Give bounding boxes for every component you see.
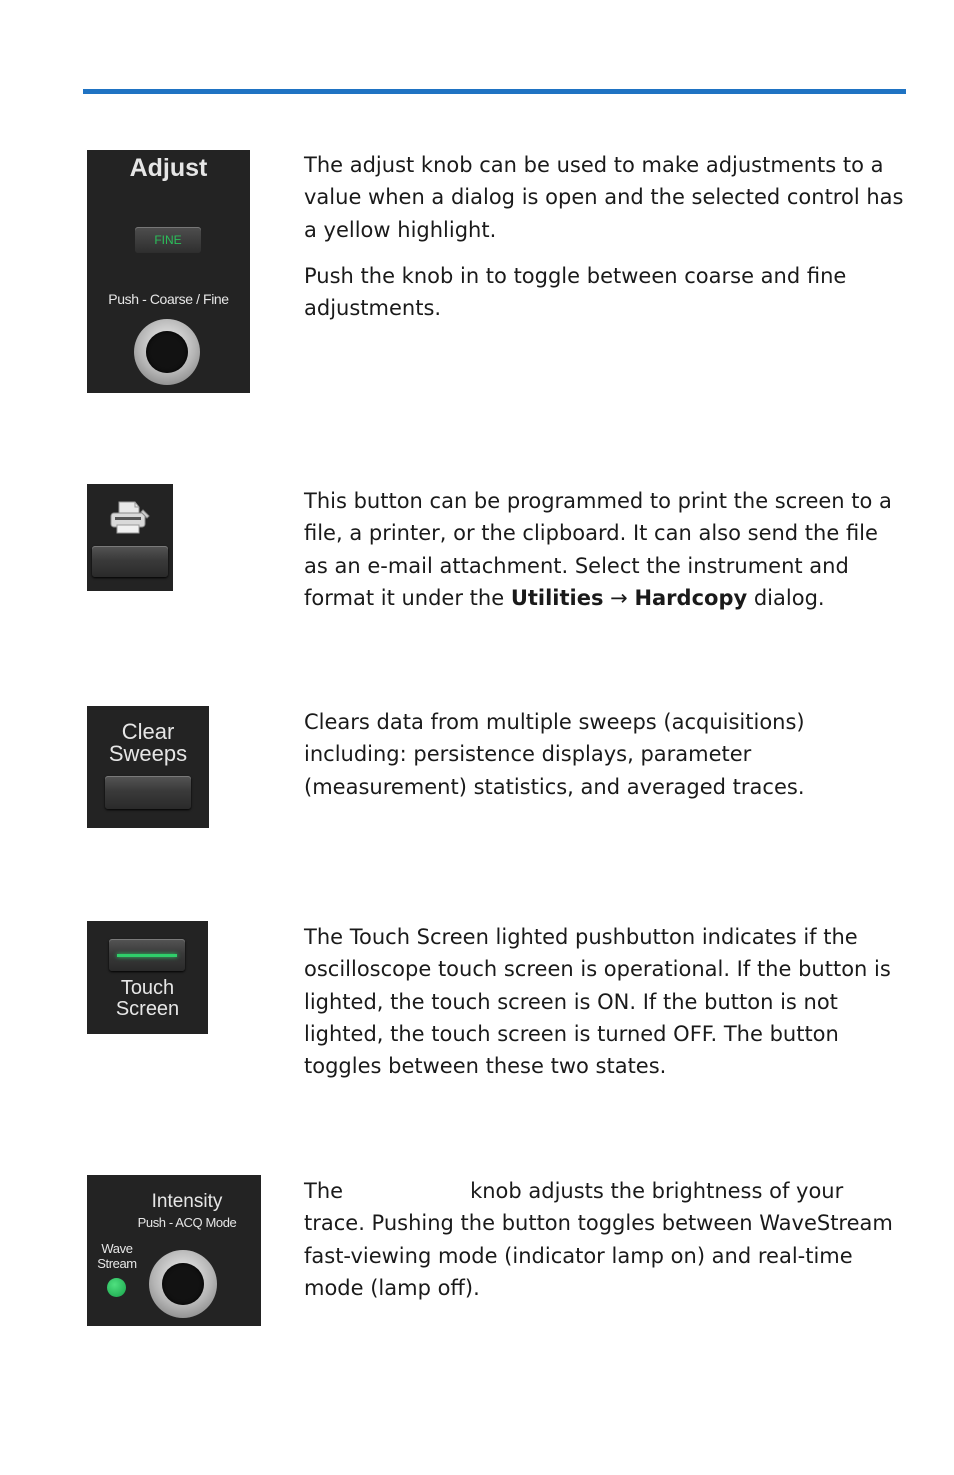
adjust-panel-sublabel: Push - Coarse / Fine	[108, 291, 229, 307]
arrow-icon: →	[603, 585, 635, 610]
touch-screen-button-image	[87, 921, 208, 1034]
clear-sweeps-label-line2: Sweeps	[108, 741, 188, 766]
touch-screen-paragraph: The Touch Screen lighted pushbutton indicates if the oscilloscope touch screen is operational. If the button is lighted, the touch screen is ON. If the button is not lighted, the touch screen is turned OFF. The button toggles between these two states.	[304, 925, 891, 1079]
intensity-description	[304, 1175, 904, 1318]
print-paragraph	[304, 485, 904, 614]
touch-screen-label	[87, 978, 208, 1020]
adjust-panel-image	[87, 150, 250, 393]
clear-sweeps-label	[87, 721, 209, 765]
adjust-panel-title: Adjust	[129, 154, 208, 182]
fine-lamp-label: FINE	[154, 233, 182, 247]
print-button-image	[87, 484, 173, 591]
print-text-pre: This button can be programmed to print the screen to a file, a printer, or the clipboard. It can also send the file as an e-mail attachment. Select the instrument and format it under the	[304, 489, 892, 610]
wavestream-indicator-lamp	[107, 1278, 126, 1297]
printer-icon	[107, 498, 151, 538]
print-description	[304, 485, 904, 628]
touch-screen-indicator-light	[117, 954, 177, 957]
print-button-bar	[92, 546, 168, 577]
intensity-panel-sublabel: Push - ACQ Mode	[137, 1215, 237, 1230]
intensity-panel-image	[87, 1175, 261, 1326]
intensity-panel-title: Intensity	[151, 1191, 223, 1212]
touch-screen-label-line1: Touch	[120, 977, 175, 999]
intensity-knob-icon	[149, 1250, 217, 1318]
clear-sweeps-button-image	[87, 706, 209, 828]
hardcopy-dialog-text: Hardcopy	[634, 585, 748, 610]
fine-indicator-lamp	[135, 227, 201, 253]
utilities-menu-text: Utilities	[510, 585, 604, 610]
intensity-text-post: knob adjusts the brightness of your trace. Pushing the button toggles between WaveStream fast-viewing mode (indicator lamp on) and real-time mode (lamp off).	[304, 1179, 893, 1300]
intensity-paragraph	[304, 1175, 904, 1304]
intensity-text-pre: The	[304, 1179, 344, 1203]
clear-sweeps-button-bar	[105, 776, 191, 809]
clear-sweeps-description	[304, 706, 904, 817]
clear-sweeps-label-line1: Clear	[121, 719, 175, 744]
adjust-knob-icon	[134, 319, 200, 385]
print-text-post: dialog.	[747, 585, 825, 610]
wavestream-label-line1: Wave	[101, 1241, 133, 1256]
adjust-paragraph-1: The adjust knob can be used to make adjustments to a value when a dialog is open and the selected control has a yellow highlight.	[304, 153, 904, 242]
header-rule	[83, 89, 906, 94]
clear-sweeps-paragraph: Clears data from multiple sweeps (acquisitions) including: persistence displays, parameter (measurement) statistics, and averaged traces.	[304, 710, 805, 799]
wavestream-label	[93, 1241, 141, 1271]
touch-screen-description	[304, 921, 904, 1096]
adjust-paragraph-2: Push the knob in to toggle between coarse and fine adjustments.	[304, 263, 847, 321]
adjust-description	[304, 149, 904, 338]
touch-screen-label-line2: Screen	[115, 998, 180, 1020]
wavestream-label-line2: Stream	[97, 1256, 137, 1271]
